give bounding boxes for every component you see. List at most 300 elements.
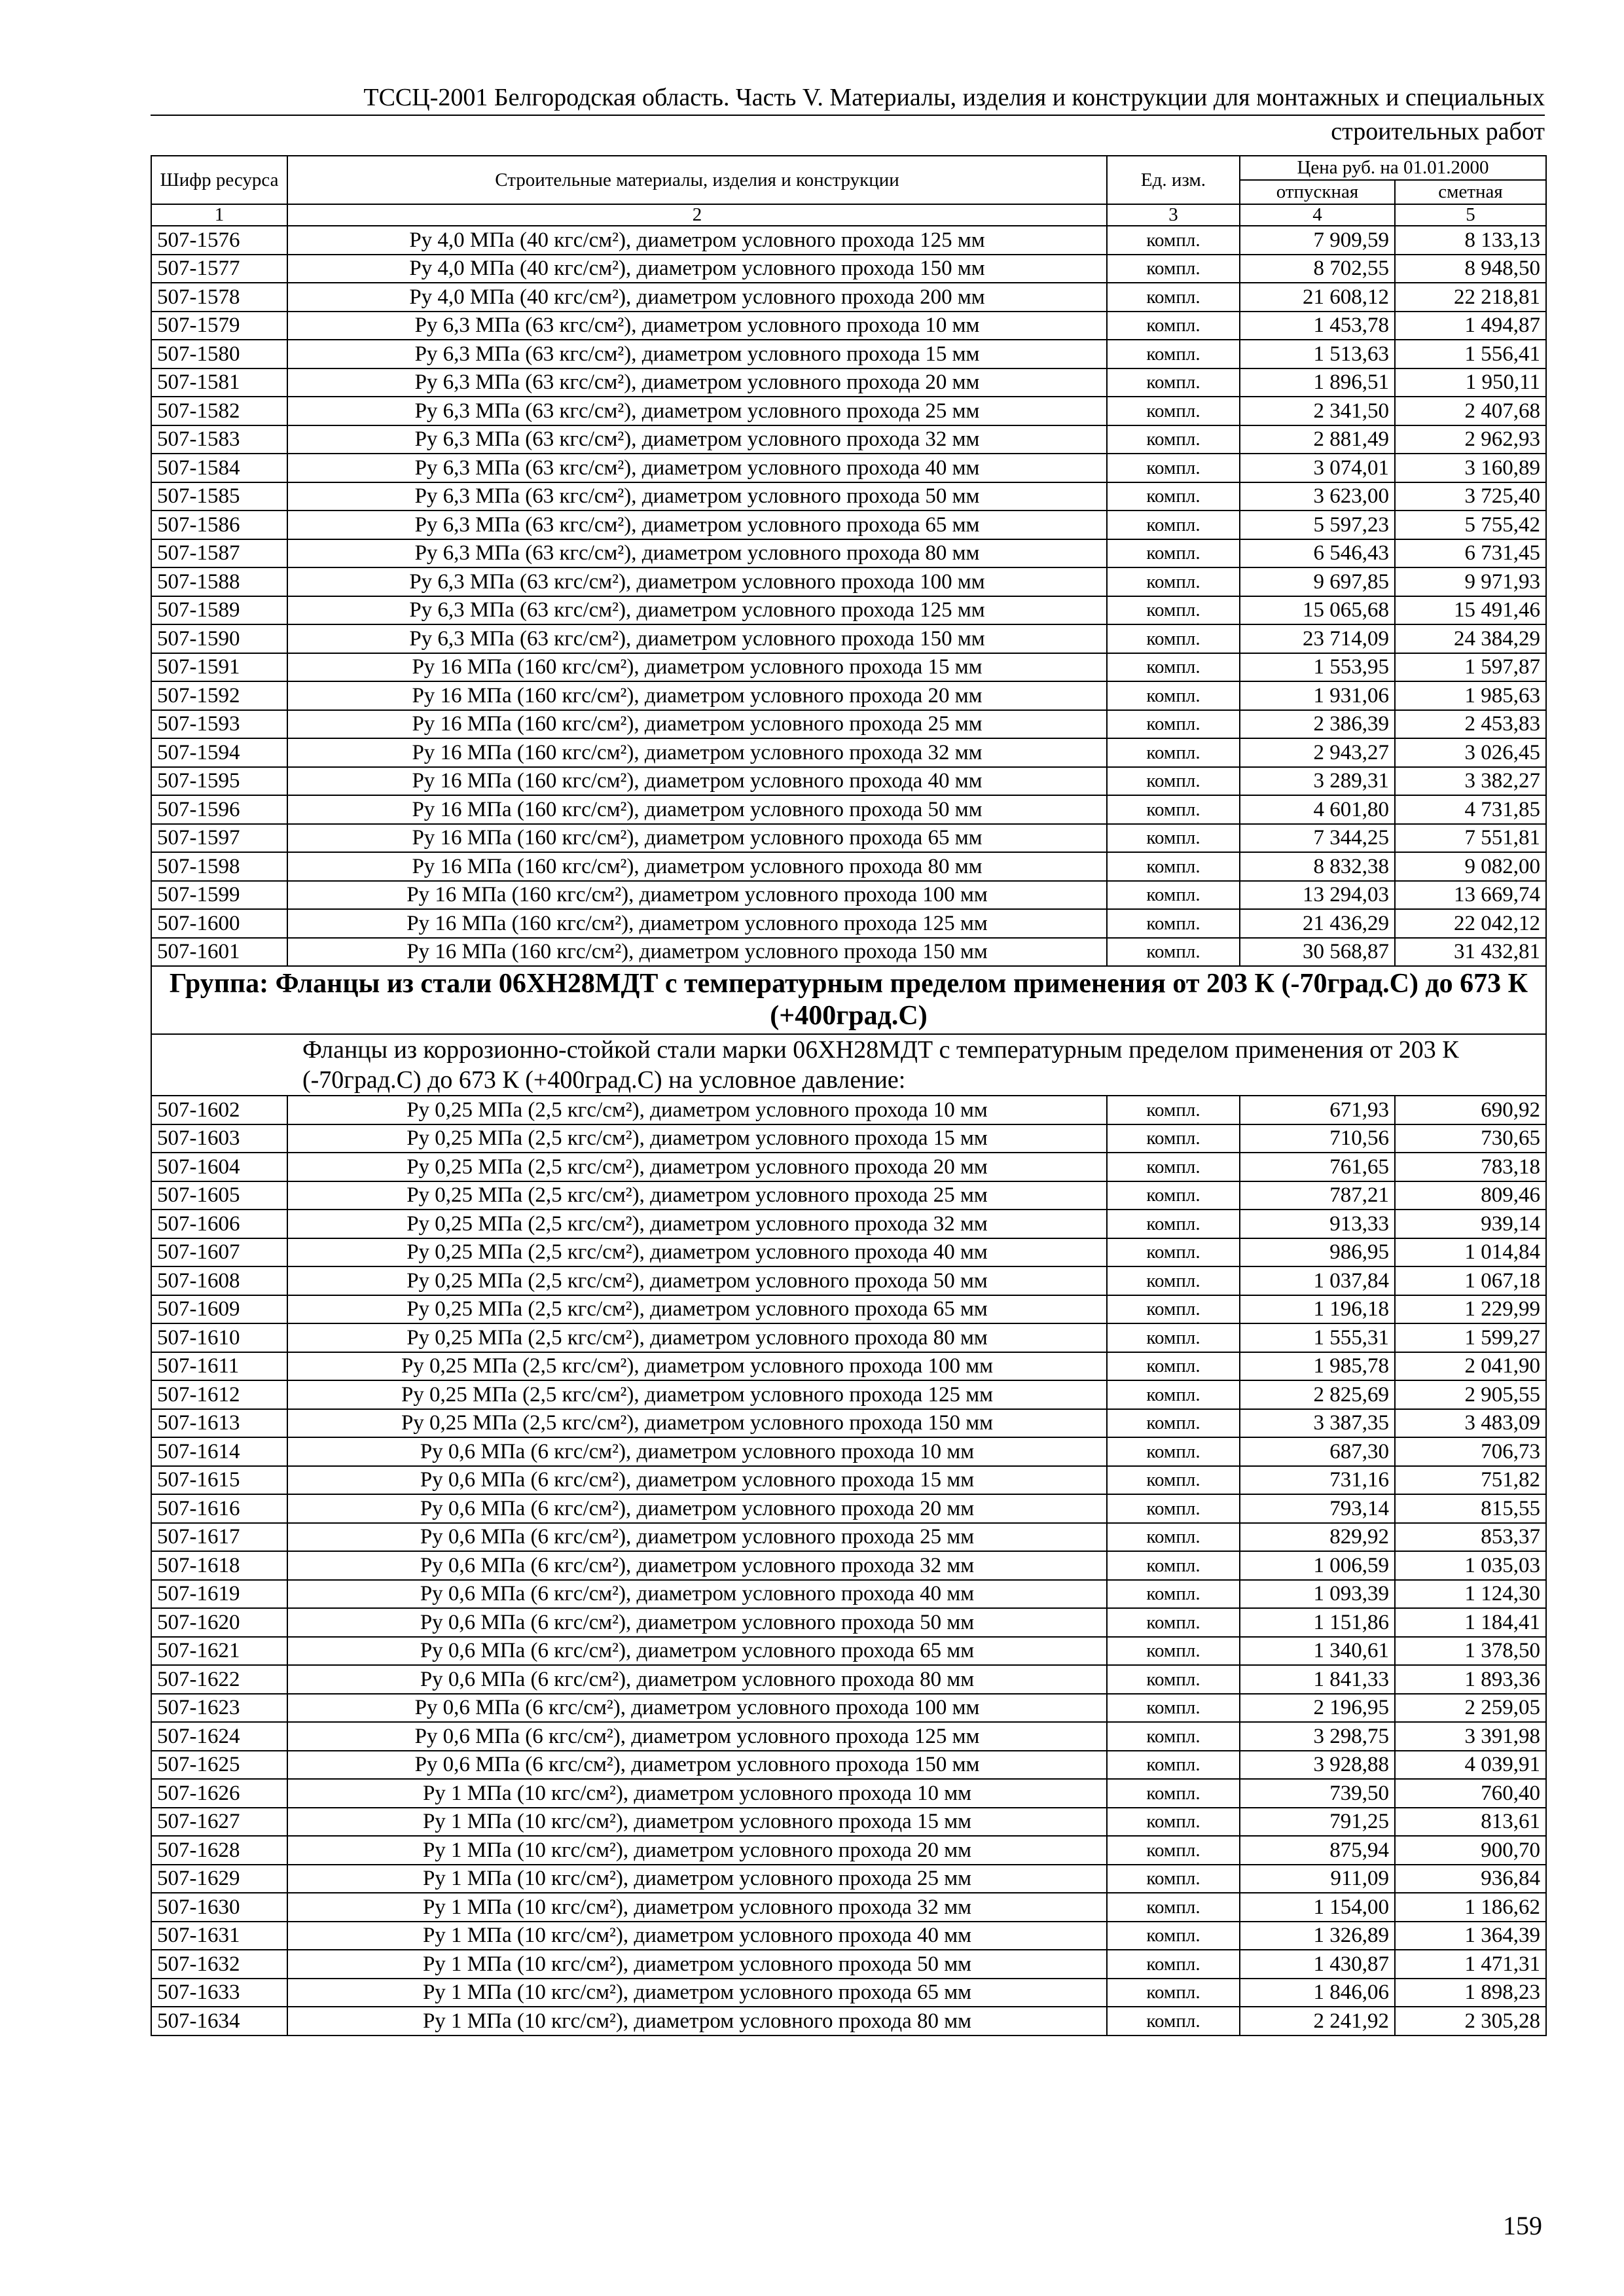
release-price: 1 093,39: [1240, 1580, 1395, 1609]
unit-of-measure: компл.: [1107, 283, 1240, 312]
estimate-price: 3 725,40: [1395, 482, 1546, 511]
release-price: 1 841,33: [1240, 1665, 1395, 1694]
unit-of-measure: компл.: [1107, 681, 1240, 710]
estimate-price: 2 259,05: [1395, 1694, 1546, 1723]
resource-code: 507-1597: [151, 824, 287, 853]
header-estimate-price: сметная: [1395, 180, 1546, 204]
material-description: Ру 6,3 МПа (63 кгс/см²), диаметром условного прохода 10 мм: [287, 312, 1107, 340]
resource-code: 507-1601: [151, 938, 287, 967]
unit-of-measure: компл.: [1107, 624, 1240, 653]
unit-of-measure: компл.: [1107, 1893, 1240, 1922]
column-number: 2: [287, 204, 1107, 226]
material-description: Ру 0,6 МПа (6 кгс/см²), диаметром условного прохода 100 мм: [287, 1694, 1107, 1723]
table-row: [151, 938, 1546, 967]
release-price: 1 196,18: [1240, 1295, 1395, 1324]
unit-of-measure: компл.: [1107, 511, 1240, 539]
unit-of-measure: компл.: [1107, 1409, 1240, 1438]
table-row: [151, 710, 1546, 739]
resource-code: 507-1615: [151, 1466, 287, 1495]
estimate-price: 3 483,09: [1395, 1409, 1546, 1438]
material-description: Ру 6,3 МПа (63 кгс/см²), диаметром условного прохода 150 мм: [287, 624, 1107, 653]
material-description: Ру 16 МПа (160 кгс/см²), диаметром условного прохода 150 мм: [287, 938, 1107, 967]
material-description: Ру 6,3 МПа (63 кгс/см²), диаметром условного прохода 50 мм: [287, 482, 1107, 511]
resource-code: 507-1614: [151, 1437, 287, 1466]
column-number: 1: [151, 204, 287, 226]
table-row: [151, 1836, 1546, 1865]
material-description: Ру 16 МПа (160 кгс/см²), диаметром условного прохода 80 мм: [287, 852, 1107, 881]
release-price: 1 555,31: [1240, 1323, 1395, 1352]
table-row: [151, 767, 1546, 796]
material-description: Ру 0,6 МПа (6 кгс/см²), диаметром условного прохода 20 мм: [287, 1494, 1107, 1523]
material-description: Ру 6,3 МПа (63 кгс/см²), диаметром условного прохода 65 мм: [287, 511, 1107, 539]
column-number-row: [151, 204, 1546, 226]
material-description: Ру 0,6 МПа (6 кгс/см²), диаметром условного прохода 10 мм: [287, 1437, 1107, 1466]
estimate-price: 3 382,27: [1395, 767, 1546, 796]
unit-of-measure: компл.: [1107, 1637, 1240, 1666]
table-row: [151, 824, 1546, 853]
release-price: 1 430,87: [1240, 1950, 1395, 1979]
release-price: 913,33: [1240, 1210, 1395, 1238]
resource-code: 507-1619: [151, 1580, 287, 1609]
material-description: Ру 6,3 МПа (63 кгс/см²), диаметром условного прохода 25 мм: [287, 397, 1107, 425]
resource-code: 507-1618: [151, 1551, 287, 1580]
material-description: Ру 6,3 МПа (63 кгс/см²), диаметром условного прохода 125 мм: [287, 596, 1107, 625]
release-price: 23 714,09: [1240, 624, 1395, 653]
release-price: 829,92: [1240, 1523, 1395, 1552]
resource-code: 507-1626: [151, 1779, 287, 1808]
table-row: [151, 1922, 1546, 1950]
release-price: 1 553,95: [1240, 653, 1395, 682]
estimate-price: 31 432,81: [1395, 938, 1546, 967]
estimate-price: 1 898,23: [1395, 1979, 1546, 2007]
estimate-price: 1 186,62: [1395, 1893, 1546, 1922]
table-row: [151, 1295, 1546, 1324]
estimate-price: 3 160,89: [1395, 454, 1546, 482]
unit-of-measure: компл.: [1107, 454, 1240, 482]
estimate-price: 1 494,87: [1395, 312, 1546, 340]
table-row: [151, 852, 1546, 881]
estimate-price: 783,18: [1395, 1153, 1546, 1181]
table-row: [151, 2007, 1546, 2036]
resource-code: 507-1602: [151, 1096, 287, 1124]
unit-of-measure: компл.: [1107, 938, 1240, 967]
resource-code: 507-1592: [151, 681, 287, 710]
release-price: 2 196,95: [1240, 1694, 1395, 1723]
estimate-price: 690,92: [1395, 1096, 1546, 1124]
unit-of-measure: компл.: [1107, 909, 1240, 938]
table-row: [151, 1437, 1546, 1466]
resource-code: 507-1600: [151, 909, 287, 938]
release-price: 1 006,59: [1240, 1551, 1395, 1580]
unit-of-measure: компл.: [1107, 1779, 1240, 1808]
material-description: Ру 0,25 МПа (2,5 кгс/см²), диаметром условного прохода 100 мм: [287, 1352, 1107, 1381]
unit-of-measure: компл.: [1107, 2007, 1240, 2036]
release-price: 4 601,80: [1240, 795, 1395, 824]
material-description: Ру 16 МПа (160 кгс/см²), диаметром условного прохода 100 мм: [287, 881, 1107, 910]
material-description: Ру 6,3 МПа (63 кгс/см²), диаметром условного прохода 32 мм: [287, 425, 1107, 454]
material-description: Ру 0,6 МПа (6 кгс/см²), диаметром условного прохода 80 мм: [287, 1665, 1107, 1694]
unit-of-measure: компл.: [1107, 1494, 1240, 1523]
table-row: [151, 653, 1546, 682]
table-row: [151, 624, 1546, 653]
resource-code: 507-1578: [151, 283, 287, 312]
resource-code: 507-1605: [151, 1181, 287, 1210]
release-price: 761,65: [1240, 1153, 1395, 1181]
unit-of-measure: компл.: [1107, 1323, 1240, 1352]
header-code: Шифр ресурса: [151, 156, 287, 204]
resource-code: 507-1587: [151, 539, 287, 568]
material-description: Ру 16 МПа (160 кгс/см²), диаметром условного прохода 65 мм: [287, 824, 1107, 853]
release-price: 986,95: [1240, 1238, 1395, 1267]
material-description: Ру 1 МПа (10 кгс/см²), диаметром условного прохода 32 мм: [287, 1893, 1107, 1922]
table-row: [151, 368, 1546, 397]
resource-code: 507-1598: [151, 852, 287, 881]
table-row: [151, 596, 1546, 625]
material-description: Ру 16 МПа (160 кгс/см²), диаметром условного прохода 32 мм: [287, 738, 1107, 767]
unit-of-measure: компл.: [1107, 1523, 1240, 1552]
table-row: [151, 539, 1546, 568]
price-table: [151, 155, 1547, 2036]
resource-code: 507-1628: [151, 1836, 287, 1865]
material-description: Ру 1 МПа (10 кгс/см²), диаметром условного прохода 50 мм: [287, 1950, 1107, 1979]
resource-code: 507-1582: [151, 397, 287, 425]
material-description: Ру 0,25 МПа (2,5 кгс/см²), диаметром условного прохода 50 мм: [287, 1266, 1107, 1295]
resource-code: 507-1590: [151, 624, 287, 653]
estimate-price: 730,65: [1395, 1124, 1546, 1153]
material-description: Ру 4,0 МПа (40 кгс/см²), диаметром условного прохода 200 мм: [287, 283, 1107, 312]
table-row: [151, 1153, 1546, 1181]
release-price: 1 985,78: [1240, 1352, 1395, 1381]
estimate-price: 24 384,29: [1395, 624, 1546, 653]
release-price: 1 513,63: [1240, 340, 1395, 368]
release-price: 15 065,68: [1240, 596, 1395, 625]
resource-code: 507-1630: [151, 1893, 287, 1922]
estimate-price: 2 962,93: [1395, 425, 1546, 454]
table-row: [151, 1494, 1546, 1523]
unit-of-measure: компл.: [1107, 1096, 1240, 1124]
unit-of-measure: компл.: [1107, 425, 1240, 454]
resource-code: 507-1591: [151, 653, 287, 682]
material-description: Ру 0,6 МПа (6 кгс/см²), диаметром условного прохода 125 мм: [287, 1722, 1107, 1751]
column-number: 3: [1107, 204, 1240, 226]
release-price: 875,94: [1240, 1836, 1395, 1865]
release-price: 13 294,03: [1240, 881, 1395, 910]
release-price: 1 151,86: [1240, 1608, 1395, 1637]
unit-of-measure: компл.: [1107, 482, 1240, 511]
unit-of-measure: компл.: [1107, 1608, 1240, 1637]
unit-of-measure: компл.: [1107, 312, 1240, 340]
table-row: [151, 1124, 1546, 1153]
estimate-price: 1 035,03: [1395, 1551, 1546, 1580]
rows-section-a: [151, 226, 1546, 966]
table-row: [151, 1893, 1546, 1922]
estimate-price: 1 014,84: [1395, 1238, 1546, 1267]
table-row: [151, 1722, 1546, 1751]
resource-code: 507-1621: [151, 1637, 287, 1666]
unit-of-measure: компл.: [1107, 1437, 1240, 1466]
unit-of-measure: компл.: [1107, 255, 1240, 283]
estimate-price: 809,46: [1395, 1181, 1546, 1210]
material-description: Ру 4,0 МПа (40 кгс/см²), диаметром условного прохода 125 мм: [287, 226, 1107, 255]
table-row: [151, 1551, 1546, 1580]
estimate-price: 2 905,55: [1395, 1380, 1546, 1409]
table-row: [151, 1523, 1546, 1552]
resource-code: 507-1622: [151, 1665, 287, 1694]
material-description: Ру 0,6 МПа (6 кгс/см²), диаметром условного прохода 40 мм: [287, 1580, 1107, 1609]
table-row: [151, 226, 1546, 255]
table-row: [151, 1409, 1546, 1438]
unit-of-measure: компл.: [1107, 1352, 1240, 1381]
estimate-price: 22 218,81: [1395, 283, 1546, 312]
release-price: 1 896,51: [1240, 368, 1395, 397]
resource-code: 507-1576: [151, 226, 287, 255]
material-description: Ру 0,25 МПа (2,5 кгс/см²), диаметром условного прохода 20 мм: [287, 1153, 1107, 1181]
material-description: Ру 0,25 МПа (2,5 кгс/см²), диаметром условного прохода 40 мм: [287, 1238, 1107, 1267]
material-description: Ру 4,0 МПа (40 кгс/см²), диаметром условного прохода 150 мм: [287, 255, 1107, 283]
unit-of-measure: компл.: [1107, 1922, 1240, 1950]
table-row: [151, 1637, 1546, 1666]
release-price: 9 697,85: [1240, 567, 1395, 596]
estimate-price: 9 082,00: [1395, 852, 1546, 881]
release-price: 3 928,88: [1240, 1751, 1395, 1780]
unit-of-measure: компл.: [1107, 767, 1240, 796]
release-price: 30 568,87: [1240, 938, 1395, 967]
resource-code: 507-1606: [151, 1210, 287, 1238]
subgroup-title: Фланцы из коррозионно-стойкой стали марки 06ХН28МДТ с температурным пределом применения от 203 К (-70град.С) до 673 К (+400град.С) на условное давление:: [151, 1034, 1546, 1096]
subgroup-heading-row: [151, 1034, 1546, 1096]
estimate-price: 1 229,99: [1395, 1295, 1546, 1324]
table-header: [151, 156, 1546, 226]
material-description: Ру 0,25 МПа (2,5 кгс/см²), диаметром условного прохода 150 мм: [287, 1409, 1107, 1438]
table-row: [151, 255, 1546, 283]
material-description: Ру 6,3 МПа (63 кгс/см²), диаметром условного прохода 40 мм: [287, 454, 1107, 482]
release-price: 791,25: [1240, 1808, 1395, 1837]
unit-of-measure: компл.: [1107, 1580, 1240, 1609]
table-row: [151, 1808, 1546, 1837]
column-number: 5: [1395, 204, 1546, 226]
release-price: 1 846,06: [1240, 1979, 1395, 2007]
resource-code: 507-1580: [151, 340, 287, 368]
estimate-price: 1 599,27: [1395, 1323, 1546, 1352]
unit-of-measure: компл.: [1107, 1865, 1240, 1893]
material-description: Ру 1 МПа (10 кгс/см²), диаметром условного прохода 65 мм: [287, 1979, 1107, 2007]
estimate-price: 22 042,12: [1395, 909, 1546, 938]
estimate-price: 2 453,83: [1395, 710, 1546, 739]
material-description: Ру 16 МПа (160 кгс/см²), диаметром условного прохода 20 мм: [287, 681, 1107, 710]
group-title: Группа: Фланцы из стали 06ХН28МДТ с температурным пределом применения от 203 К (-70град.С) до 673 К (+400град.С): [151, 966, 1546, 1034]
release-price: 7 344,25: [1240, 824, 1395, 853]
unit-of-measure: компл.: [1107, 1238, 1240, 1267]
resource-code: 507-1594: [151, 738, 287, 767]
unit-of-measure: компл.: [1107, 1722, 1240, 1751]
resource-code: 507-1579: [151, 312, 287, 340]
release-price: 671,93: [1240, 1096, 1395, 1124]
release-price: 8 832,38: [1240, 852, 1395, 881]
resource-code: 507-1589: [151, 596, 287, 625]
material-description: Ру 16 МПа (160 кгс/см²), диаметром условного прохода 40 мм: [287, 767, 1107, 796]
resource-code: 507-1632: [151, 1950, 287, 1979]
material-description: Ру 6,3 МПа (63 кгс/см²), диаметром условного прохода 100 мм: [287, 567, 1107, 596]
release-price: 1 154,00: [1240, 1893, 1395, 1922]
release-price: 710,56: [1240, 1124, 1395, 1153]
unit-of-measure: компл.: [1107, 1153, 1240, 1181]
unit-of-measure: компл.: [1107, 1551, 1240, 1580]
unit-of-measure: компл.: [1107, 1665, 1240, 1694]
estimate-price: 13 669,74: [1395, 881, 1546, 910]
table-row: [151, 567, 1546, 596]
material-description: Ру 6,3 МПа (63 кгс/см²), диаметром условного прохода 20 мм: [287, 368, 1107, 397]
table-row: [151, 738, 1546, 767]
unit-of-measure: компл.: [1107, 1266, 1240, 1295]
material-description: Ру 6,3 МПа (63 кгс/см²), диаметром условного прохода 80 мм: [287, 539, 1107, 568]
table-row: [151, 482, 1546, 511]
header-title-line1: ТССЦ-2001 Белгородская область. Часть V. Материалы, изделия и конструкции для монтажных и специальных: [363, 84, 1545, 111]
resource-code: 507-1629: [151, 1865, 287, 1893]
resource-code: 507-1623: [151, 1694, 287, 1723]
table-row: [151, 1979, 1546, 2007]
release-price: 1 340,61: [1240, 1637, 1395, 1666]
material-description: Ру 0,25 МПа (2,5 кгс/см²), диаметром условного прохода 32 мм: [287, 1210, 1107, 1238]
release-price: 2 386,39: [1240, 710, 1395, 739]
unit-of-measure: компл.: [1107, 1950, 1240, 1979]
table-row: [151, 1210, 1546, 1238]
release-price: 2 825,69: [1240, 1380, 1395, 1409]
resource-code: 507-1593: [151, 710, 287, 739]
release-price: 1 037,84: [1240, 1266, 1395, 1295]
unit-of-measure: компл.: [1107, 226, 1240, 255]
estimate-price: 4 039,91: [1395, 1751, 1546, 1780]
release-price: 3 289,31: [1240, 767, 1395, 796]
release-price: 21 436,29: [1240, 909, 1395, 938]
estimate-price: 5 755,42: [1395, 511, 1546, 539]
table-row: [151, 511, 1546, 539]
material-description: Ру 1 МПа (10 кгс/см²), диаметром условного прохода 15 мм: [287, 1808, 1107, 1837]
material-description: Ру 0,25 МПа (2,5 кгс/см²), диаметром условного прохода 80 мм: [287, 1323, 1107, 1352]
estimate-price: 8 133,13: [1395, 226, 1546, 255]
estimate-price: 1 067,18: [1395, 1266, 1546, 1295]
table-row: [151, 795, 1546, 824]
estimate-price: 939,14: [1395, 1210, 1546, 1238]
resource-code: 507-1617: [151, 1523, 287, 1552]
header-unit: Ед. изм.: [1107, 156, 1240, 204]
estimate-price: 1 471,31: [1395, 1950, 1546, 1979]
table-row: [151, 909, 1546, 938]
release-price: 1 931,06: [1240, 681, 1395, 710]
table-row: [151, 283, 1546, 312]
material-description: Ру 6,3 МПа (63 кгс/см²), диаметром условного прохода 15 мм: [287, 340, 1107, 368]
material-description: Ру 1 МПа (10 кгс/см²), диаметром условного прохода 25 мм: [287, 1865, 1107, 1893]
estimate-price: 4 731,85: [1395, 795, 1546, 824]
table-row: [151, 1266, 1546, 1295]
resource-code: 507-1613: [151, 1409, 287, 1438]
unit-of-measure: компл.: [1107, 852, 1240, 881]
unit-of-measure: компл.: [1107, 1694, 1240, 1723]
release-price: 793,14: [1240, 1494, 1395, 1523]
material-description: Ру 0,25 МПа (2,5 кгс/см²), диаметром условного прохода 25 мм: [287, 1181, 1107, 1210]
material-description: Ру 16 МПа (160 кгс/см²), диаметром условного прохода 15 мм: [287, 653, 1107, 682]
unit-of-measure: компл.: [1107, 738, 1240, 767]
unit-of-measure: компл.: [1107, 1124, 1240, 1153]
table-row: [151, 397, 1546, 425]
table-row: [151, 681, 1546, 710]
header-release-price: отпускная: [1240, 180, 1395, 204]
unit-of-measure: компл.: [1107, 1466, 1240, 1495]
material-description: Ру 0,6 МПа (6 кгс/см²), диаметром условного прохода 50 мм: [287, 1608, 1107, 1637]
release-price: 2 341,50: [1240, 397, 1395, 425]
resource-code: 507-1596: [151, 795, 287, 824]
estimate-price: 1 556,41: [1395, 340, 1546, 368]
unit-of-measure: компл.: [1107, 596, 1240, 625]
release-price: 731,16: [1240, 1466, 1395, 1495]
resource-code: 507-1624: [151, 1722, 287, 1751]
release-price: 911,09: [1240, 1865, 1395, 1893]
unit-of-measure: компл.: [1107, 1751, 1240, 1780]
unit-of-measure: компл.: [1107, 1979, 1240, 2007]
unit-of-measure: компл.: [1107, 397, 1240, 425]
table-row: [151, 312, 1546, 340]
resource-code: 507-1595: [151, 767, 287, 796]
table-row: [151, 1779, 1546, 1808]
page-number: 159: [1503, 2211, 1542, 2240]
header-title-line2: строительных работ: [1331, 118, 1545, 145]
resource-code: 507-1634: [151, 2007, 287, 2036]
header-price: Цена руб. на 01.01.2000: [1240, 156, 1546, 180]
estimate-price: 1 184,41: [1395, 1608, 1546, 1637]
estimate-price: 1 893,36: [1395, 1665, 1546, 1694]
group-section: [151, 966, 1546, 1096]
release-price: 6 546,43: [1240, 539, 1395, 568]
resource-code: 507-1585: [151, 482, 287, 511]
resource-code: 507-1610: [151, 1323, 287, 1352]
table-row: [151, 881, 1546, 910]
resource-code: 507-1627: [151, 1808, 287, 1837]
resource-code: 507-1603: [151, 1124, 287, 1153]
table-row: [151, 1865, 1546, 1893]
resource-code: 507-1631: [151, 1922, 287, 1950]
table-row: [151, 1238, 1546, 1267]
estimate-price: 853,37: [1395, 1523, 1546, 1552]
material-description: Ру 16 МПа (160 кгс/см²), диаметром условного прохода 25 мм: [287, 710, 1107, 739]
material-description: Ру 0,25 МПа (2,5 кгс/см²), диаметром условного прохода 15 мм: [287, 1124, 1107, 1153]
unit-of-measure: компл.: [1107, 881, 1240, 910]
estimate-price: 936,84: [1395, 1865, 1546, 1893]
material-description: Ру 0,6 МПа (6 кгс/см²), диаметром условного прохода 32 мм: [287, 1551, 1107, 1580]
release-price: 3 298,75: [1240, 1722, 1395, 1751]
estimate-price: 706,73: [1395, 1437, 1546, 1466]
table-row: [151, 340, 1546, 368]
unit-of-measure: компл.: [1107, 1836, 1240, 1865]
table-row: [151, 1950, 1546, 1979]
estimate-price: 15 491,46: [1395, 596, 1546, 625]
material-description: Ру 1 МПа (10 кгс/см²), диаметром условного прохода 80 мм: [287, 2007, 1107, 2036]
material-description: Ру 0,25 МПа (2,5 кгс/см²), диаметром условного прохода 125 мм: [287, 1380, 1107, 1409]
material-description: Ру 1 МПа (10 кгс/см²), диаметром условного прохода 20 мм: [287, 1836, 1107, 1865]
material-description: Ру 0,6 МПа (6 кгс/см²), диаметром условного прохода 150 мм: [287, 1751, 1107, 1780]
estimate-price: 1 364,39: [1395, 1922, 1546, 1950]
resource-code: 507-1620: [151, 1608, 287, 1637]
page-header: [151, 82, 1545, 147]
unit-of-measure: компл.: [1107, 1210, 1240, 1238]
resource-code: 507-1586: [151, 511, 287, 539]
estimate-price: 3 391,98: [1395, 1722, 1546, 1751]
material-description: Ру 16 МПа (160 кгс/см²), диаметром условного прохода 50 мм: [287, 795, 1107, 824]
unit-of-measure: компл.: [1107, 1181, 1240, 1210]
unit-of-measure: компл.: [1107, 710, 1240, 739]
material-description: Ру 1 МПа (10 кгс/см²), диаметром условного прохода 40 мм: [287, 1922, 1107, 1950]
release-price: 1 326,89: [1240, 1922, 1395, 1950]
resource-code: 507-1633: [151, 1979, 287, 2007]
material-description: Ру 0,25 МПа (2,5 кгс/см²), диаметром условного прохода 65 мм: [287, 1295, 1107, 1324]
